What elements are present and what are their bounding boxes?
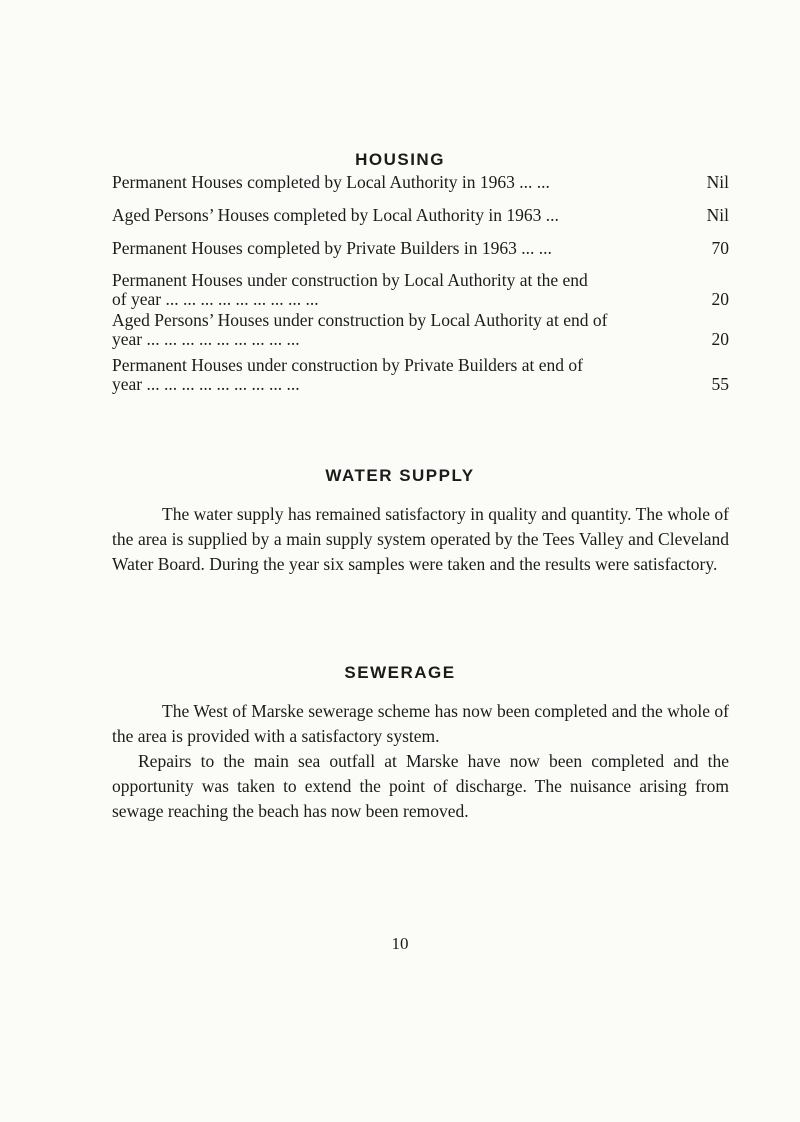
housing-row-label-line2: of year ... ... ... ... ... ... ... ... ... [112, 289, 319, 309]
housing-row-value: 70 [711, 238, 729, 258]
housing-row-label [112, 356, 683, 394]
housing-row-label-line1: Permanent Houses under construction by Private Builders at end of [112, 356, 583, 375]
housing-row-label-line2: year ... ... ... ... ... ... ... ... ... [112, 374, 300, 394]
sewerage-paragraph-1 [112, 699, 729, 749]
housing-row-value: Nil [706, 172, 729, 192]
sewerage-paragraph-2 [112, 749, 729, 824]
housing-row-label-line2: year ... ... ... ... ... ... ... ... ... [112, 329, 300, 349]
sewerage-heading: SEWERAGE [344, 663, 456, 682]
sewerage-text-2: Repairs to the main sea outfall at Marske have now been completed and the opportunity was taken to extend the point of discharge. The nuisance arising from sewage reaching the beach has now been removed. [112, 751, 729, 821]
water-supply-paragraph [112, 502, 729, 577]
housing-row [112, 236, 729, 258]
housing-row-value: 55 [711, 374, 729, 394]
housing-row-label: Permanent Houses completed by Private Builders in 1963 ... ... [112, 239, 552, 258]
water-supply-text: The water supply has remained satisfactory in quality and quantity. The whole of the area is supplied by a main supply system operated by the Tees Valley and Cleveland Water Board. During the year six samples were taken and the results were satisfactory. [112, 504, 729, 574]
housing-row-label [112, 271, 683, 309]
page-number: 10 [391, 934, 409, 953]
sewerage-text-1: The West of Marske sewerage scheme has now been completed and the whole of the area is provided with a satisfactory system. [112, 701, 729, 746]
housing-row-label-line1: Permanent Houses under construction by Local Authority at the end [112, 271, 588, 290]
housing-heading: HOUSING [355, 150, 445, 169]
housing-row-label [112, 311, 683, 349]
housing-row-value: 20 [711, 289, 729, 309]
housing-row-label: Aged Persons’ Houses completed by Local Authority in 1963 ... [112, 206, 559, 225]
housing-row [112, 203, 729, 225]
housing-row [112, 170, 729, 192]
housing-row [112, 356, 729, 394]
housing-row [112, 311, 729, 349]
housing-row-value: Nil [706, 205, 729, 225]
housing-row-label-line1: Aged Persons’ Houses under construction by Local Authority at end of [112, 311, 608, 330]
housing-row [112, 271, 729, 309]
housing-row-label: Permanent Houses completed by Local Authority in 1963 ... ... [112, 173, 550, 192]
water-supply-heading: WATER SUPPLY [325, 466, 475, 485]
housing-row-value: 20 [711, 329, 729, 349]
